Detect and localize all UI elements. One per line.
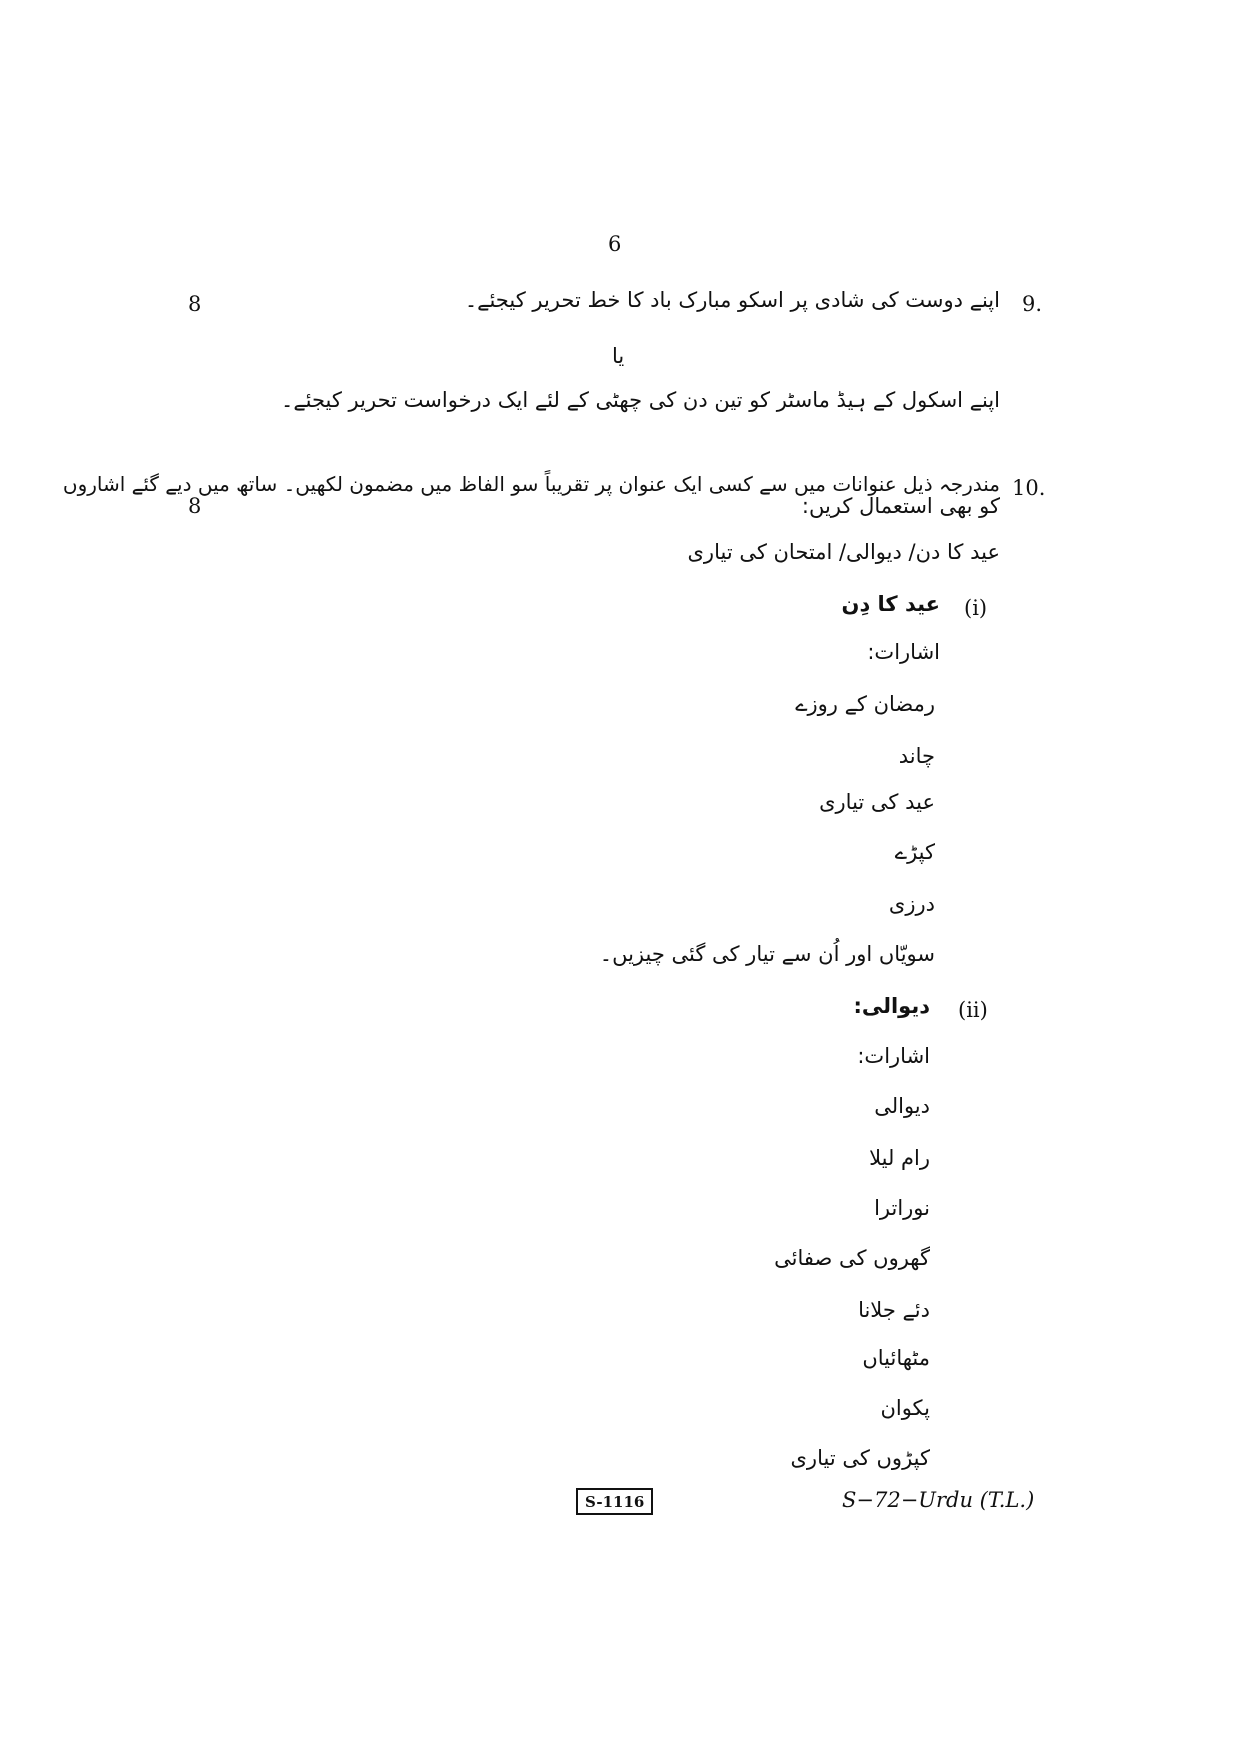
footer-subject-title: S−72−Urdu (T.L.) <box>842 1488 1035 1512</box>
section-ii-heading: دیوالی: <box>853 994 930 1018</box>
q10-number: 10. <box>1012 476 1046 500</box>
page-number: 6 <box>608 232 622 256</box>
section-i-label: (i) <box>964 596 988 620</box>
list-item: گھروں کی صفائی <box>774 1246 930 1270</box>
q10-marks: 8 <box>188 494 202 518</box>
q9-marks: 8 <box>188 292 202 316</box>
list-item: چاند <box>898 744 935 768</box>
q9-alternative: اپنے اسکول کے ہیڈ ماسٹر کو تین دن کی چھٹی کے لئے ایک درخواست تحریر کیجئے۔ <box>281 388 1000 412</box>
list-item: نوراترا <box>874 1196 930 1220</box>
section-i-heading: عید کا دِن <box>841 592 940 616</box>
list-item: درزی <box>888 892 935 916</box>
q10-instruction-line1: مندرجہ ذیل عنوانات میں سے کسی ایک عنوان پر تقریباً سو الفاظ میں مضمون لکھیں۔ ساتھ میں دیے گئے اشاروں <box>62 472 1000 496</box>
section-ii-hints-label: اشارات: <box>857 1044 930 1068</box>
list-item: مٹھائیاں <box>862 1346 930 1370</box>
list-item: رام لیلا <box>869 1146 930 1170</box>
section-i-hints-label: اشارات: <box>867 640 940 664</box>
list-item: دیوالی <box>874 1094 930 1118</box>
list-item: کپڑوں کی تیاری <box>790 1446 930 1470</box>
q9-text: اپنے دوست کی شادی پر اسکو مبارک باد کا خط تحریر کیجئے۔ <box>464 288 1000 312</box>
list-item: سویّاں اور اُن سے تیار کی گئی چیزیں۔ <box>599 942 935 966</box>
q9-or-label: یا <box>612 344 625 368</box>
footer-code-box: S-1116 <box>576 1488 653 1515</box>
list-item: رمضان کے روزے <box>795 692 935 716</box>
list-item: عید کی تیاری <box>819 790 935 814</box>
list-item: کپڑے <box>894 840 935 864</box>
list-item: پکوان <box>880 1396 930 1420</box>
q9-number: 9. <box>1022 292 1043 316</box>
section-ii-label: (ii) <box>958 998 988 1022</box>
list-item: دئے جلانا <box>858 1298 930 1322</box>
q10-topics-line: عید کا دن/ دیوالی/ امتحان کی تیاری <box>687 540 1000 564</box>
q10-instruction-line2: کو بھی استعمال کریں: <box>801 494 1000 518</box>
